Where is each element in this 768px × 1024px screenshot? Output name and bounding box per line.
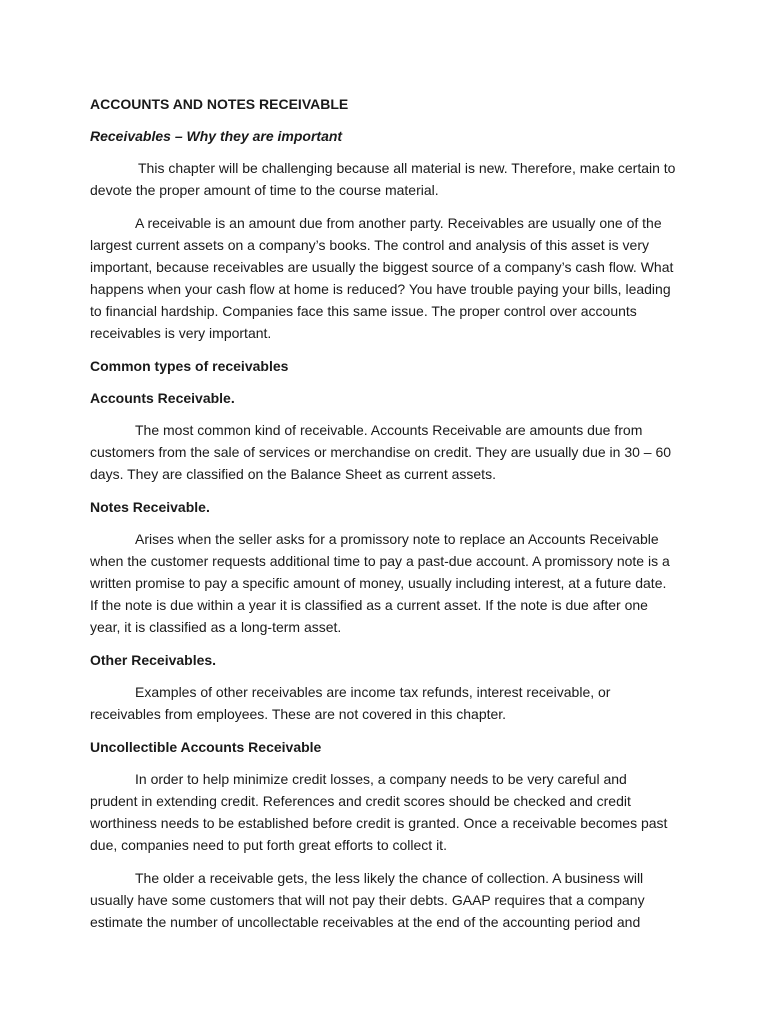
intro-paragraph-2: A receivable is an amount due from another party. Receivables are usually one of the largest current assets on a company’s books. The control and analysis of this asset is very important, because receivables are usually the biggest source of a company’s cash flow. What happens when your cash flow at home is reduced? You have trouble paying your bills, leading to financial hardship. Companies face this same issue. The proper control over accounts receivables is very important. — [90, 215, 674, 341]
uncollectible-paragraph-2: The older a receivable gets, the less likely the chance of collection. A business will usually have some customers that will not pay their debts. GAAP requires that a company estimate the number of uncollectable receivables at the end of the accounting period and — [90, 870, 645, 930]
document-title: ACCOUNTS AND NOTES RECEIVABLE — [90, 96, 349, 112]
notes-receivable-paragraph: Arises when the seller asks for a promissory note to replace an Accounts Receivable when the customer requests additional time to pay a past-due account. A promissory note is a written promise to pay a specific amount of money, usually including interest, at a future date. If the note is due within a year it is classified as a current asset. If the note is due after one year, it is classified as a long-term asset. — [90, 531, 670, 635]
notes-receivable-heading: Notes Receivable. — [90, 499, 210, 515]
intro-paragraph-1: This chapter will be challenging because all material is new. Therefore, make certain to devote the proper amount of time to the course material. — [90, 160, 676, 198]
accounts-receivable-paragraph: The most common kind of receivable. Accounts Receivable are amounts due from customers from the sale of services or merchandise on credit. They are usually due in 30 – 60 days. They are classified on the Balance Sheet as current assets. — [90, 422, 672, 482]
accounts-receivable-heading: Accounts Receivable. — [90, 390, 235, 406]
uncollectible-paragraph-1: In order to help minimize credit losses, a company needs to be very careful and prudent in extending credit. References and credit scores should be checked and credit worthiness needs to be established before credit is granted. Once a receivable becomes past due, companies need to put forth great efforts to collect it. — [90, 771, 668, 853]
common-types-heading: Common types of receivables — [90, 358, 289, 374]
other-receivables-heading: Other Receivables. — [90, 652, 217, 668]
section-subtitle: Receivables – Why they are important — [90, 128, 343, 144]
other-receivables-paragraph: Examples of other receivables are income tax refunds, interest receivable, or receivables from employees. These are not covered in this chapter. — [90, 684, 611, 722]
uncollectible-heading: Uncollectible Accounts Receivable — [90, 739, 322, 755]
